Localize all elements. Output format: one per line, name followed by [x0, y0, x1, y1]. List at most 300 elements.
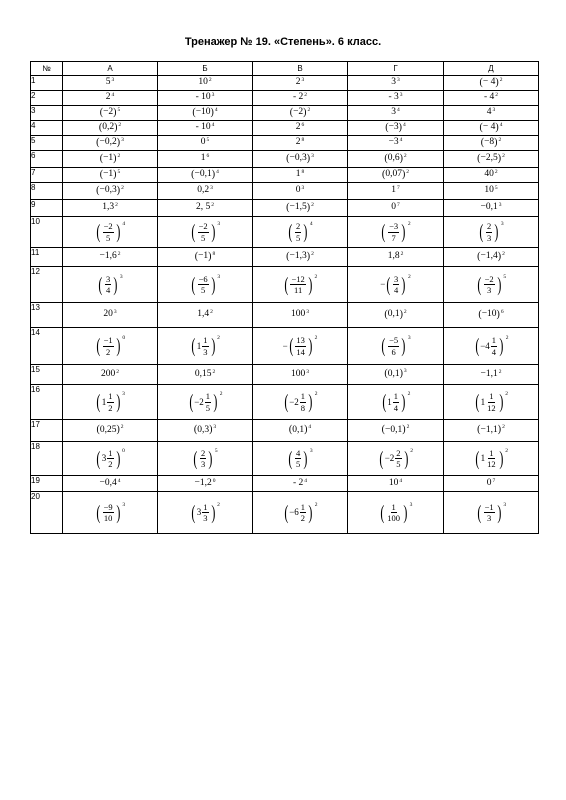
power-expression	[286, 252, 314, 262]
exercise-cell	[253, 200, 348, 217]
exercise-cell	[348, 168, 444, 183]
power-expression	[196, 203, 214, 213]
row-number: 6	[31, 151, 63, 168]
right-paren: )	[210, 221, 215, 243]
power-expression	[95, 503, 125, 523]
exponent: 2	[403, 152, 407, 159]
right-paren: )	[303, 106, 307, 118]
exponent: 3	[122, 501, 126, 508]
whole-part: −2	[289, 396, 299, 407]
table-row	[31, 365, 539, 385]
power-expression	[484, 186, 497, 196]
whole-part: 1	[387, 396, 392, 407]
exercise-cell	[253, 121, 348, 136]
exercise-cell	[63, 248, 158, 267]
exercise-cell	[444, 248, 539, 267]
exercise-cell	[444, 328, 539, 365]
exercise-cell	[253, 91, 348, 106]
power-expression	[100, 108, 121, 118]
fraction	[107, 449, 113, 469]
exponent: 3	[210, 185, 213, 192]
left-paren: (	[475, 391, 480, 413]
power-expression	[481, 203, 502, 213]
left-paren: (	[386, 273, 391, 296]
right-paren: )	[303, 221, 308, 243]
exponent: 2	[502, 152, 505, 159]
exponent: 2	[498, 368, 502, 375]
power-expression	[291, 310, 309, 320]
minus-sign: −	[282, 340, 288, 351]
left-paren: (	[96, 447, 101, 470]
exponent: 2	[311, 201, 314, 208]
exponent: 2	[121, 184, 124, 191]
numerator: −2	[484, 273, 494, 284]
exponent: 5	[214, 447, 218, 454]
left-paren: (	[96, 184, 100, 196]
table-row	[31, 420, 539, 442]
power-expression	[190, 503, 220, 523]
exponent: 2	[494, 169, 498, 176]
base: 3	[391, 107, 396, 118]
exercise-cell	[348, 91, 444, 106]
power-expression	[388, 252, 404, 262]
table-row	[31, 106, 539, 121]
denominator: 5	[200, 232, 206, 243]
exponent: 7	[397, 185, 400, 192]
power-expression	[291, 370, 309, 380]
base: 2	[295, 137, 301, 148]
exercise-cell	[444, 151, 539, 168]
table-header-row	[31, 62, 539, 76]
power-expression	[95, 336, 125, 356]
row-number: 1	[31, 76, 63, 91]
right-paren: )	[401, 221, 406, 243]
base: −0,1	[194, 169, 212, 179]
fraction	[484, 503, 495, 523]
right-paren: )	[399, 368, 403, 380]
power-expression	[296, 138, 305, 148]
right-paren: )	[116, 136, 121, 148]
base: 0	[200, 137, 206, 148]
base: −10	[481, 309, 497, 319]
exercise-cell	[63, 217, 158, 248]
exercise-cell	[63, 183, 158, 200]
base: 3	[391, 77, 396, 88]
fraction	[205, 392, 211, 412]
numerator: 1	[391, 501, 396, 512]
power-expression	[201, 154, 210, 164]
whole-part: 1	[480, 453, 486, 463]
base: - 10	[195, 122, 211, 133]
base: 2	[105, 92, 111, 103]
base: - 2	[292, 92, 304, 103]
exponent: 2	[400, 251, 404, 258]
page-title: Тренажер № 19. «Степень». 6 класс.	[184, 36, 382, 48]
base: 10	[388, 477, 399, 488]
power-expression	[188, 392, 223, 412]
left-paren: (	[477, 273, 482, 296]
exponent: 2	[505, 447, 509, 454]
left-paren: (	[96, 391, 101, 413]
exercise-cell	[158, 106, 253, 121]
exponent: 2	[118, 121, 122, 128]
right-paren: )	[496, 273, 501, 296]
numerator: 1	[108, 447, 113, 458]
fraction	[103, 222, 114, 242]
exponent: 2	[498, 136, 502, 143]
power-expression	[296, 186, 305, 196]
base: 2	[295, 77, 301, 88]
base: 200	[101, 368, 116, 379]
fraction	[200, 449, 206, 469]
numerator: 1	[489, 447, 494, 458]
power-expression	[196, 93, 215, 103]
power-expression	[96, 138, 124, 148]
right-paren: )	[306, 250, 311, 262]
exercise-cell	[158, 76, 253, 91]
base: −1,4	[480, 251, 498, 261]
exponent: 2	[304, 92, 308, 99]
power-expression	[378, 449, 413, 469]
fraction	[486, 392, 497, 412]
left-paren: (	[381, 391, 386, 413]
exercise-cell	[253, 76, 348, 91]
header-column-g: Г	[348, 62, 444, 76]
base: 100	[291, 368, 306, 379]
exercise-cell	[348, 492, 444, 534]
exponent: 5	[503, 273, 507, 280]
power-expression	[384, 154, 406, 164]
power-expression	[286, 154, 314, 164]
exercise-cell	[348, 328, 444, 365]
header-column-b: Б	[158, 62, 253, 76]
left-paren: (	[384, 368, 388, 380]
power-expression	[487, 108, 496, 118]
exponent: 3	[111, 77, 115, 84]
exercise-cell	[253, 248, 348, 267]
exercise-cell	[444, 183, 539, 200]
exponent: 2	[407, 221, 411, 227]
left-paren: (	[289, 335, 294, 357]
fraction	[484, 275, 495, 295]
exercise-cell	[158, 476, 253, 492]
exercise-table	[30, 61, 539, 534]
exercise-cell	[348, 420, 444, 442]
power-expression	[95, 222, 125, 242]
exercise-cell	[253, 303, 348, 328]
right-paren: )	[497, 250, 502, 262]
denominator: 3	[203, 513, 208, 523]
exercise-cell	[444, 106, 539, 121]
power-expression	[380, 336, 410, 356]
denominator: 6	[391, 346, 396, 357]
denominator: 12	[487, 402, 496, 413]
table-row	[31, 76, 539, 91]
exercise-cell	[253, 267, 348, 303]
exponent: 3	[492, 107, 496, 114]
exponent: 2	[499, 76, 503, 83]
exponent: 3	[409, 501, 413, 508]
fraction	[295, 449, 301, 469]
exponent: 2	[219, 391, 223, 397]
denominator: 14	[296, 346, 305, 357]
table-row	[31, 183, 539, 200]
right-paren: )	[210, 106, 214, 118]
table-row	[31, 151, 539, 168]
power-expression	[103, 310, 116, 320]
numerator: 3	[394, 273, 399, 284]
exercise-cell	[63, 476, 158, 492]
exercise-cell	[158, 420, 253, 442]
exponent: 3	[122, 391, 125, 397]
exercise-cell	[63, 303, 158, 328]
base: −1,5	[289, 202, 307, 212]
row-number: 9	[31, 200, 63, 217]
right-paren: )	[495, 76, 499, 88]
denominator: 3	[486, 285, 492, 295]
exercise-cell	[253, 420, 348, 442]
power-expression	[477, 425, 505, 435]
left-paren: (	[191, 168, 195, 180]
exercise-cell	[63, 91, 158, 106]
power-expression	[287, 449, 312, 469]
exercise-cell	[63, 200, 158, 217]
exercise-cell	[253, 365, 348, 385]
exponent: 2	[410, 447, 413, 454]
denominator: 5	[205, 402, 211, 413]
exponent: 2	[120, 424, 124, 431]
exercise-cell	[253, 328, 348, 365]
base: 1,8	[387, 251, 400, 262]
exercise-cell	[63, 151, 158, 168]
right-paren: )	[115, 221, 120, 243]
power-expression	[195, 479, 216, 489]
fraction	[198, 222, 209, 242]
exercise-cell	[348, 217, 444, 248]
exercise-cell	[158, 217, 253, 248]
exercise-cell	[158, 136, 253, 151]
power-expression	[286, 203, 314, 213]
power-expression	[296, 78, 305, 88]
base: 1,3	[102, 202, 115, 213]
power-expression	[293, 93, 307, 103]
numerator: −2	[198, 221, 208, 231]
exercise-cell	[158, 328, 253, 365]
right-paren: )	[308, 335, 313, 357]
right-paren: )	[303, 447, 308, 470]
left-paren: (	[381, 335, 386, 357]
power-expression	[481, 138, 502, 148]
base: −2	[103, 107, 114, 117]
right-paren: )	[211, 168, 216, 180]
numerator: 3	[106, 273, 111, 284]
exponent: 2	[117, 251, 121, 258]
table-row	[31, 248, 539, 267]
right-paren: )	[499, 335, 504, 357]
numerator: 2	[296, 221, 301, 231]
right-paren: )	[495, 121, 499, 133]
power-expression	[391, 186, 400, 196]
power-expression	[283, 392, 318, 412]
right-paren: )	[114, 121, 118, 133]
exercise-cell	[63, 168, 158, 183]
header-column-v: В	[253, 62, 348, 76]
power-expression	[106, 78, 115, 88]
power-expression	[384, 369, 406, 379]
right-paren: )	[494, 136, 498, 148]
exponent: 6	[500, 308, 504, 315]
base: 100	[291, 309, 306, 320]
right-paren: )	[116, 424, 120, 436]
exercise-cell	[63, 328, 158, 365]
exponent: 6	[206, 153, 210, 160]
base: −1	[198, 251, 209, 261]
base: - 3	[388, 92, 399, 103]
right-paren: )	[498, 391, 503, 413]
base: 1	[391, 185, 396, 196]
exercise-cell	[63, 492, 158, 534]
exponent: 2	[406, 424, 410, 431]
row-number: 12	[31, 267, 63, 303]
fraction	[103, 503, 114, 523]
left-paren: (	[96, 335, 101, 357]
exponent: 3	[397, 77, 400, 84]
left-paren: (	[286, 152, 290, 164]
base: −0,3	[99, 185, 117, 195]
denominator: 2	[108, 402, 113, 413]
exercise-cell	[63, 385, 158, 420]
exponent: 2	[117, 152, 121, 159]
fraction	[295, 222, 301, 242]
table-row	[31, 385, 539, 420]
exercise-cell	[63, 121, 158, 136]
right-paren: )	[496, 501, 501, 524]
right-paren: )	[403, 447, 408, 470]
exponent: 3	[119, 273, 123, 280]
exercise-cell	[253, 217, 348, 248]
exercise-cell	[158, 267, 253, 303]
header-number: №	[31, 62, 63, 76]
exponent: 4	[111, 92, 115, 99]
fraction	[388, 336, 399, 356]
base: 0,2	[197, 185, 210, 196]
whole-part: −6	[289, 507, 299, 517]
right-paren: )	[401, 335, 406, 357]
right-paren: )	[401, 168, 406, 180]
fraction	[202, 336, 208, 356]
left-paren: (	[283, 501, 288, 524]
power-expression	[101, 370, 119, 380]
right-paren: )	[113, 273, 118, 296]
left-paren: (	[191, 221, 196, 243]
left-paren: (	[474, 335, 479, 357]
power-expression	[293, 479, 307, 489]
left-paren: (	[379, 447, 384, 470]
exponent: 2	[307, 106, 311, 113]
fraction	[105, 275, 111, 295]
exponent: 6	[301, 122, 305, 129]
power-expression	[389, 138, 403, 148]
right-paren: )	[308, 501, 313, 524]
base: 10	[198, 77, 208, 88]
exponent: 7	[397, 202, 400, 209]
fraction	[300, 392, 306, 412]
exponent: 4	[308, 424, 312, 431]
numerator: 1	[203, 501, 208, 512]
exercise-cell	[158, 91, 253, 106]
whole-part: 3	[196, 507, 202, 517]
exponent: 2	[314, 335, 318, 341]
exponent: 5	[206, 137, 210, 144]
exercise-cell	[348, 200, 444, 217]
exponent: 0	[122, 447, 125, 454]
power-expression	[196, 123, 215, 133]
right-paren: )	[497, 424, 502, 436]
exponent: 2	[505, 335, 509, 341]
power-expression	[283, 336, 318, 356]
exponent: 2	[211, 202, 214, 209]
whole-part: 1	[196, 340, 202, 351]
denominator: 5	[396, 459, 401, 469]
exercise-cell	[158, 492, 253, 534]
left-paren: (	[381, 424, 385, 436]
row-number: 15	[31, 365, 63, 385]
exponent: 2	[407, 273, 411, 280]
exponent: 2	[505, 391, 509, 397]
exponent: 3	[503, 501, 507, 508]
table-row	[31, 168, 539, 183]
denominator: 3	[487, 232, 492, 243]
exercise-cell	[63, 106, 158, 121]
fraction	[198, 275, 209, 295]
exercise-cell	[63, 420, 158, 442]
power-expression	[379, 503, 413, 523]
exercise-cell	[348, 365, 444, 385]
exponent: 3	[306, 368, 309, 375]
base: 0	[391, 202, 396, 213]
denominator: 4	[394, 285, 399, 295]
power-expression	[191, 170, 219, 180]
right-paren: )	[399, 152, 403, 164]
exponent: 2	[116, 368, 119, 375]
row-number: 3	[31, 106, 63, 121]
power-expression	[484, 170, 497, 180]
right-paren: )	[401, 273, 406, 296]
base: − 4	[482, 77, 496, 87]
power-expression	[477, 154, 505, 164]
numerator: 1	[491, 335, 497, 345]
power-expression	[391, 203, 400, 213]
exercise-cell	[444, 121, 539, 136]
base: −0,4	[99, 477, 117, 488]
base: 20	[103, 309, 113, 320]
power-expression	[100, 252, 121, 262]
right-paren: )	[306, 201, 311, 213]
base: 4	[486, 107, 492, 118]
base: 0,6	[387, 153, 400, 163]
denominator: 10	[103, 513, 113, 523]
exponent: 3	[211, 92, 215, 99]
exercise-cell	[348, 385, 444, 420]
exercise-cell	[158, 303, 253, 328]
table-row	[31, 91, 539, 106]
power-expression	[388, 93, 402, 103]
exercise-cell	[444, 492, 539, 534]
whole-part: −2	[194, 396, 204, 407]
power-expression	[290, 108, 311, 118]
exercise-cell	[63, 76, 158, 91]
exercise-cell	[253, 136, 348, 151]
